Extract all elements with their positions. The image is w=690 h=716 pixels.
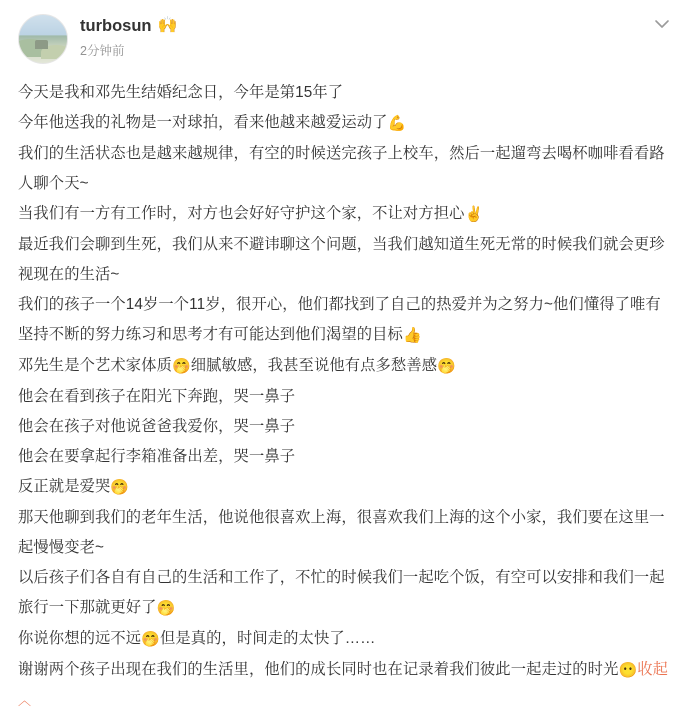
face-with-hand-over-mouth-emoji: 🤭 bbox=[437, 358, 456, 375]
post-paragraph bbox=[18, 503, 672, 563]
paragraph-text: 当我们有一方有工作时，对方也会好好守护这个家，不让对方担心 bbox=[18, 205, 465, 222]
author-name[interactable]: turbosun bbox=[80, 17, 152, 35]
post-paragraph bbox=[18, 290, 672, 351]
thumbs-up-emoji: 👍 bbox=[402, 327, 422, 344]
paragraph-text: 那天他聊到我们的老年生活，他说他很喜欢上海，很喜欢我们上海的这个小家，我们要在这里一起慢慢变老~ bbox=[18, 509, 665, 556]
paragraph-text: 以后孩子们各自有自己的生活和工作了，不忙的时候我们一起吃个饭，有空可以安排和我们一起旅行一下那就更好了 bbox=[18, 569, 665, 616]
post-paragraph bbox=[18, 472, 672, 503]
chevron-up-icon: ︿ bbox=[18, 693, 32, 708]
chevron-down-icon[interactable] bbox=[652, 14, 672, 34]
post-paragraph bbox=[18, 108, 672, 139]
paragraph-text-continued: 细腻敏感，我甚至说他有点多愁善感 bbox=[190, 357, 438, 374]
post-paragraph bbox=[18, 230, 672, 290]
paragraph-text: 今年他送我的礼物是一对球拍，看来他越来越爱运动了 bbox=[18, 114, 388, 131]
face-with-hand-over-mouth-emoji: 🤭 bbox=[171, 358, 191, 375]
avatar-shape-house bbox=[35, 40, 48, 49]
face-with-hand-over-mouth-emoji: 🤭 bbox=[156, 600, 176, 617]
post-paragraph bbox=[18, 442, 672, 472]
paragraph-text: 最近我们会聊到生死，我们从来不避讳聊这个问题，当我们越知道生死无常的时候我们就会更珍视现在的生活~ bbox=[18, 236, 665, 283]
face-without-mouth-emoji: 😶 bbox=[618, 662, 638, 679]
victory-hand-emoji: ✌ bbox=[464, 206, 484, 223]
face-with-hand-over-mouth-emoji: 🤭 bbox=[110, 479, 130, 496]
paragraph-text: 反正就是爱哭 bbox=[18, 478, 111, 495]
paragraph-text: 我们的生活状态也是越来越规律，有空的时候送完孩子上校车，然后一起遛弯去喝杯咖啡看看路人聊个天~ bbox=[18, 145, 665, 192]
post-paragraph bbox=[18, 563, 672, 624]
paragraph-text: 他会在孩子对他说爸爸我爱你，哭一鼻子 bbox=[18, 418, 296, 435]
paragraph-text-continued: 但是真的，时间走的太快了…… bbox=[159, 630, 376, 647]
paragraph-text: 你说你想的远不远 bbox=[18, 630, 142, 647]
post-header-text bbox=[80, 14, 177, 59]
post-paragraph bbox=[18, 139, 672, 199]
post-timestamp: 2分钟前 bbox=[80, 44, 125, 58]
post-paragraph bbox=[18, 351, 672, 382]
collapse-label: 收起 bbox=[637, 661, 669, 678]
paragraph-text: 谢谢两个孩子出现在我们的生活里，他们的成长同时也在记录着我们彼此一起走过的时光 bbox=[18, 661, 619, 678]
post-paragraph bbox=[18, 199, 672, 230]
post-header bbox=[18, 14, 672, 64]
post-paragraph-last bbox=[18, 655, 672, 716]
paragraph-text: 他会在要拿起行李箱准备出差，哭一鼻子 bbox=[18, 448, 296, 465]
author-row bbox=[80, 16, 177, 36]
post-paragraph bbox=[18, 412, 672, 442]
post-paragraph bbox=[18, 382, 672, 412]
avatar[interactable] bbox=[18, 14, 68, 64]
paragraph-text: 今天是我和邓先生结婚纪念日，今年是第15年了 bbox=[18, 84, 344, 101]
flexed-biceps-emoji: 💪 bbox=[387, 115, 407, 132]
paragraph-text: 我们的孩子一个14岁一个11岁，很开心，他们都找到了自己的热爱并为之努力~他们懂得了唯有坚持不断的努力练习和思考才有可能达到他们渴望的目标 bbox=[18, 296, 661, 343]
paragraph-text: 邓先生是个艺术家体质 bbox=[18, 357, 172, 374]
face-with-hand-over-mouth-emoji: 🤭 bbox=[141, 631, 160, 648]
post-paragraph bbox=[18, 78, 672, 108]
raising-hands-emoji: 🙌 bbox=[157, 17, 178, 34]
post-content bbox=[18, 78, 672, 716]
post-paragraph bbox=[18, 624, 672, 655]
paragraph-text: 他会在看到孩子在阳光下奔跑，哭一鼻子 bbox=[18, 388, 296, 405]
